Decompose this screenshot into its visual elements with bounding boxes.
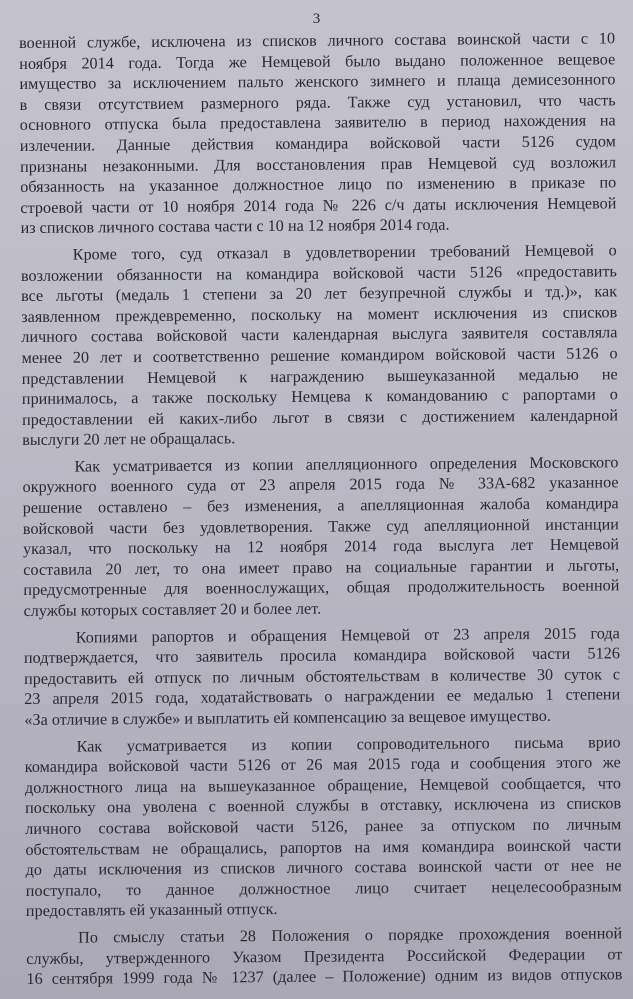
text-line: из списков личного состава части с 10 на 12 ноября 2014 года. [20, 215, 450, 238]
text-line: строевой части от 10 ноября 2014 года № 226 с/ч даты исключения Немцевой [20, 194, 617, 217]
paragraph-4 [24, 623, 621, 731]
paragraph-1 [19, 28, 617, 239]
text-line: войсковой части без удовлетворения. Также суд апелляционной инстанции [22, 514, 619, 538]
text-line: выслуги 20 лет не обращалась. [22, 429, 236, 450]
text-line: По смыслу статьи 28 Положения о порядке прохождения военной [78, 924, 623, 947]
text-line: представлении Немцевой к награждению вышеуказанной медалью не [21, 364, 618, 388]
text-line: ноября 2014 года. Тогда же Немцевой было выдано положенное вещевое [19, 49, 616, 73]
text-line: заявленном преждевременно, поскольку на момент исключения из списков [21, 303, 618, 326]
text-line: поскольку она уволена с военной службы в отставку, исключена из списков [25, 794, 622, 818]
text-line: личного состава войсковой части календарная выслуга заявителя составляла [21, 323, 618, 347]
paragraph-5 [25, 732, 622, 922]
text-line: предоставлять ей указанный отпуск. [25, 900, 278, 921]
text-line: обязанность на указанное должностное лицо по изменению в приказе по [20, 173, 617, 197]
document-body [19, 28, 622, 989]
page-number: 3 [312, 11, 321, 27]
text-line: «За отличие в службе» и выплатить ей компенсацию за вещевое имущество. [24, 706, 551, 729]
text-line: признаны незаконными. Для восстановления прав Немцевой суд возложил [19, 152, 617, 176]
text-line: службы которых составляет 20 и более лет. [23, 599, 322, 621]
text-line: службы, утвержденного Указом Президента Российской Федерации от [26, 944, 623, 968]
text-line: принималось, а также поскольку Немцева к командованию с рапортами о [21, 385, 618, 409]
text-line: предоставить ей отпуск по личным обстоятельствам в количестве 30 суток с [24, 665, 621, 688]
text-line: Кроме того, суд отказал в удовлетворении требований Немцевой о [72, 241, 617, 264]
text-line: Как усматривается из копии сопроводительного письма врио [76, 732, 621, 756]
text-line: 16 сентября 1999 года № 1237 (далее – Положение) одним из видов отпусков [26, 965, 623, 989]
text-line: подтверждается, что заявитель просила командира войсковой части 5126 [23, 644, 620, 668]
paragraph-2 [21, 240, 619, 451]
text-line: 23 апреля 2015 года, ходатайствовать о награждении ее медалью 1 степени [24, 685, 621, 709]
paragraph-3 [22, 452, 619, 621]
text-line: решение оставлено – без изменения, а апелляционная жалоба командира [22, 494, 619, 518]
text-line: имущество за исключением пальто женского зимнего и плаща демисезонного [19, 70, 616, 94]
text-line: Как усматривается из копии апелляционного определения Московского [74, 453, 619, 476]
text-line: в связи отсутствием размерного ряда. Также суд установил, что часть [19, 91, 616, 114]
text-line: излечении. Данные действия командира войсковой части 5126 судом [19, 132, 616, 155]
text-line: предусмотренные для военнослужащих, общая продолжительность военной [23, 576, 620, 600]
text-line: должностного лица на вышеуказанное обращение, Немцевой сообщается, что [24, 774, 621, 797]
text-line: менее 20 лет и соответственно решение командиром войсковой части 5126 о [21, 344, 618, 367]
text-line: основного отпуска была предоставлена заявителю в период нахождения на [19, 111, 616, 135]
text-line: предоставлении ей каких-либо льгот в связи с достижением календарной [21, 405, 619, 429]
text-line: до даты исключения из списков личного состава воинской части от нее не [25, 856, 622, 880]
text-line: командира войсковой части 5126 от 26 мая 2015 года и сообщения этого же [24, 753, 621, 777]
text-line: Копиями рапортов и обращения Немцевой от 23 апреля 2015 года [75, 623, 620, 647]
text-line: обстоятельствам не обращались, рапортов на имя командира воинской части [25, 835, 622, 859]
text-line: указал, что поскольку на 12 ноября 2014 года выслуга лет Немцевой [22, 535, 620, 559]
text-line: окружного военного суда от 23 апреля 2015 года № 33А-682 указанное [22, 473, 619, 497]
text-line: составила 20 лет, то она имеет право на социальные гарантии и льготы, [23, 556, 620, 579]
paragraph-6 [26, 923, 622, 989]
text-line: личного состава войсковой части 5126, ранее за отпуском по личным [25, 815, 622, 838]
text-line: военной службе, исключена из списков личного состава воинской части с 10 [19, 29, 616, 52]
text-line: возложении обязанности на командира войсковой части 5126 «предоставить [20, 261, 617, 285]
text-line: поступало, то данное должностное лицо считает нецелесообразным [25, 877, 622, 900]
text-line: все льготы (медаль 1 степени за 20 лет безупречной службы и тд.)», как [20, 282, 618, 306]
